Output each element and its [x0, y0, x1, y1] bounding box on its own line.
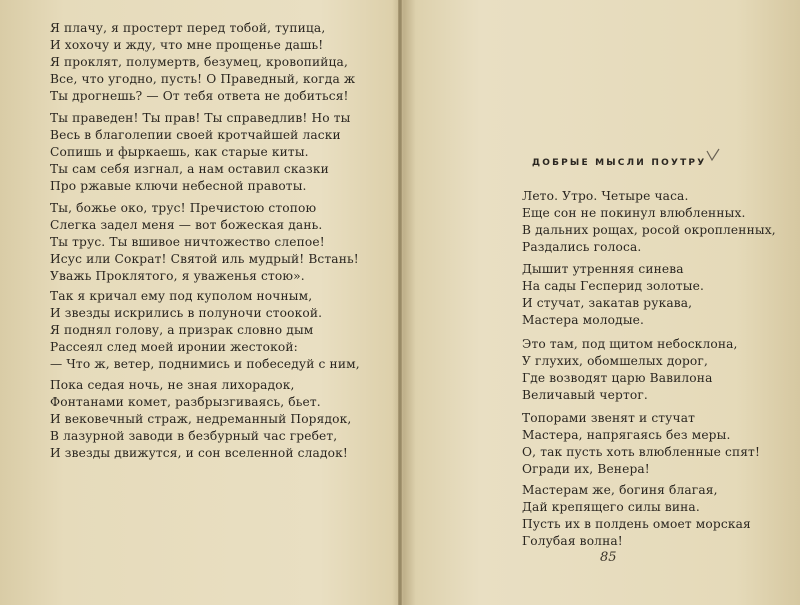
poem-line: Мастера молодые. — [522, 313, 645, 327]
poem-line: О, так пусть хоть влюбленные спят! — [522, 445, 760, 459]
poem-line: Фонтанами комет, разбрызгиваясь, бьет. — [50, 395, 321, 409]
poem-line: Это там, под щитом небосклона, — [522, 337, 738, 351]
poem-title: ДОБРЫЕ МЫСЛИ ПОУТРУ — [532, 158, 707, 168]
poem-line: — Что ж, ветер, поднимись и побеседуй с ним, — [50, 357, 360, 371]
stanza — [522, 188, 776, 256]
stanza — [522, 336, 738, 404]
stanza — [522, 410, 760, 478]
poem-line: Величавый чертог. — [522, 388, 648, 402]
poem-line: В лазурной заводи в безбурный час гребет, — [50, 429, 338, 443]
page-number: 85 — [600, 550, 617, 565]
poem-line: Уважь Проклятого, я уваженья стою». — [50, 269, 305, 283]
poem-line: И вековечный страж, недреманный Порядок, — [50, 412, 352, 426]
poem-line: Пока седая ночь, не зная лихорадок, — [50, 378, 295, 392]
poem-line: Голубая волна! — [522, 534, 623, 548]
stanza — [50, 110, 350, 195]
poem-line: Дай крепящего силы вина. — [522, 500, 700, 514]
poem-line: Лето. Утро. Четыре часа. — [522, 189, 689, 203]
right-page — [400, 0, 800, 605]
poem-line: Ты трус. Ты вшивое ничтожество слепое! — [50, 235, 325, 249]
poem-line: Топорами звенят и стучат — [522, 411, 696, 425]
poem-line: Так я кричал ему под куполом ночным, — [50, 289, 313, 303]
poem-line: Слегка задел меня — вот божеская дань. — [50, 218, 323, 232]
poem-line: Сопишь и фыркаешь, как старые киты. — [50, 145, 309, 159]
poem-line: Весь в благолепии своей кротчайшей ласки — [50, 128, 341, 142]
poem-line: Ты, божье око, трус! Пречистою стопою — [50, 201, 317, 215]
poem-line: Все, что угодно, пусть! О Праведный, когда ж — [50, 72, 356, 86]
poem-line: И звезды движутся, и сон вселенной сладок! — [50, 446, 348, 460]
poem-line: Еще сон не покинул влюбленных. — [522, 206, 746, 220]
poem-line: На сады Гесперид золотые. — [522, 279, 705, 293]
poem-line: Ты дрогнешь? — От тебя ответа не добиться! — [50, 89, 349, 103]
poem-line: И хохочу и жду, что мне прощенье дашь! — [50, 38, 324, 52]
poem-line: Раздались голоса. — [522, 240, 642, 254]
poem-line: Мастера, напрягаясь без меры. — [522, 428, 731, 442]
stanza — [50, 288, 360, 373]
stanza — [522, 482, 751, 550]
poem-line: Мастерам же, богиня благая, — [522, 483, 718, 497]
poem-line: Я поднял голову, а призрак словно дым — [50, 323, 314, 337]
poem-line: Про ржавые ключи небесной правоты. — [50, 179, 307, 193]
poem-line: В дальних рощах, росой окропленных, — [522, 223, 776, 237]
poem-line: Огради их, Венера! — [522, 462, 650, 476]
pencil-checkmark-icon — [706, 148, 720, 162]
poem-line: Дышит утренняя синева — [522, 262, 684, 276]
poem-line: Рассеял след моей иронии жестокой: — [50, 340, 298, 354]
poem-line: Где возводят царю Вавилона — [522, 371, 713, 385]
poem-line: Пусть их в полдень омоет морская — [522, 517, 751, 531]
stanza — [50, 20, 355, 105]
poem-line: Ты сам себя изгнал, а нам оставил сказки — [50, 162, 329, 176]
stanza — [50, 377, 351, 462]
poem-line: Я проклят, полумертв, безумец, кровопийца, — [50, 55, 348, 69]
poem-line: И звезды искрились в полуночи стоокой. — [50, 306, 323, 320]
poem-line: Я плачу, я простерт перед тобой, тупица, — [50, 21, 326, 35]
poem-line: Ты праведен! Ты прав! Ты справедлив! Но ты — [50, 111, 351, 125]
stanza — [522, 261, 704, 329]
stanza — [50, 200, 359, 285]
poem-line: И стучат, закатав рукава, — [522, 296, 693, 310]
poem-line: Исус или Сократ! Святой иль мудрый! Встань! — [50, 252, 359, 266]
poem-line: У глухих, обомшелых дорог, — [522, 354, 708, 368]
